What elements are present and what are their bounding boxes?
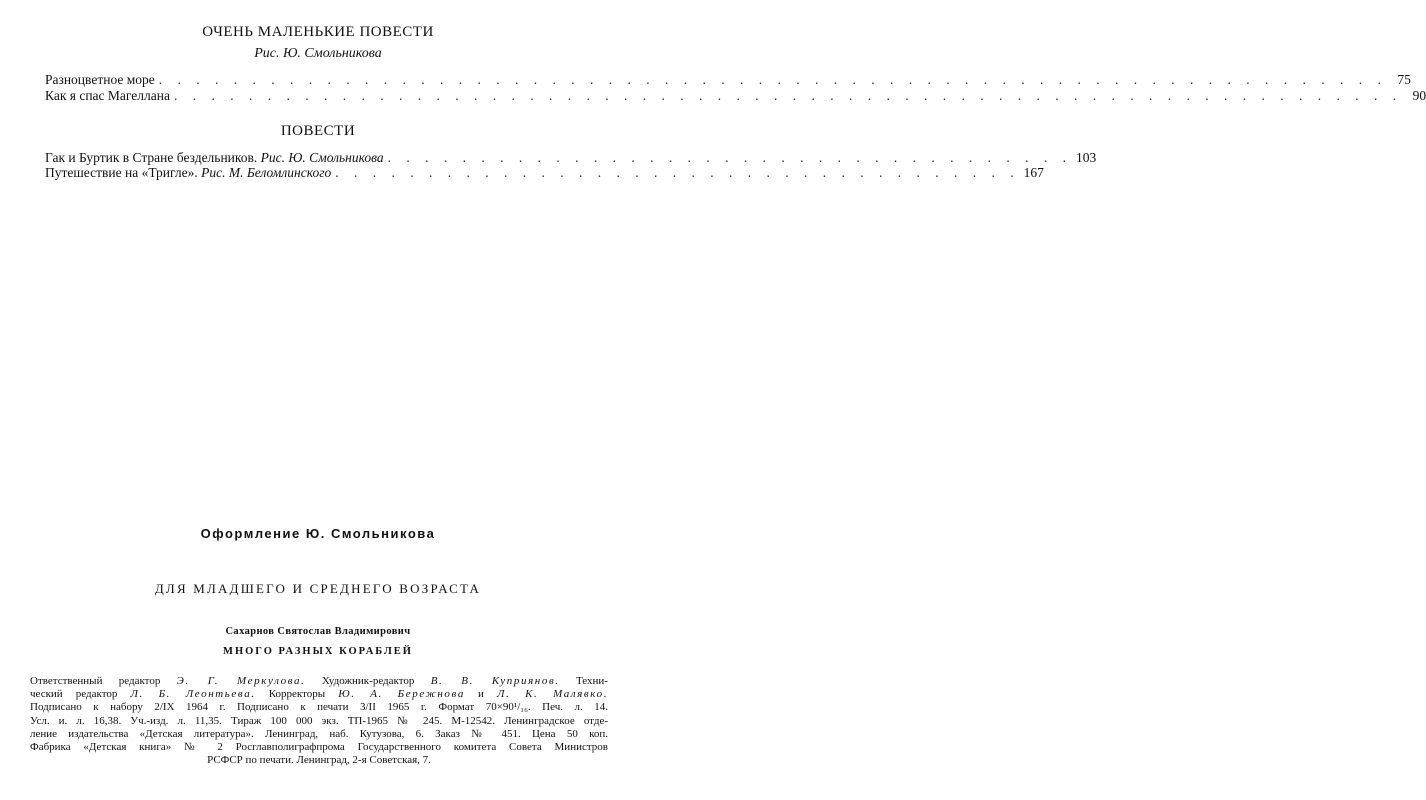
toc-entry[interactable] (45, 88, 1426, 104)
toc-dot-leader: . . . . . . . . . . . . . . . . . . . . . . . . . . . . . . . . . . . . . . . . . . . . . . . . . . . . . . . . . . . . . . . . . . (173, 88, 1403, 103)
section-illustrator: Рис. Ю. Смольникова (254, 46, 382, 61)
imprint-line: Фабрика «Детская книга» № 2 Росглавполиграфпрома Государственного комитета Совета Министров (30, 741, 608, 754)
toc-entry-illustrator: Рис. М. Беломлинского (201, 165, 332, 180)
toc-entry[interactable] (45, 150, 1097, 166)
toc-dot-leader: . . . . . . . . . . . . . . . . . . . . . . . . . . . . . . . . . . . . . (387, 150, 1073, 165)
design-credit: Оформление Ю. Смольникова (200, 526, 436, 541)
age-group-label: ДЛЯ МЛАДШЕГО И СРЕДНЕГО ВОЗРАСТА (154, 581, 482, 596)
imprint-line: ление издательства «Детская литература». Ленинград, наб. Кутузова, 6. Заказ № 451. Цена 50 коп. (30, 727, 608, 740)
toc-entry-title: Разноцветное море (45, 72, 155, 87)
toc-entry-title: Как я спас Магеллана (45, 88, 170, 103)
imprint-line: Подписано к набору 2/IX 1964 г. Подписано к печати 3/II 1965 г. Формат 70×90¹/₁₆. Печ. л. 14. (30, 701, 608, 714)
toc-entry-page: 90 (1412, 88, 1426, 103)
section-title-stories: ПОВЕСТИ (280, 123, 356, 139)
imprint-line: Ответственный редактор Э. Г. Меркулова. Художник-редактор В. В. Куприянов. Техни- (30, 675, 608, 687)
imprint-line: Усл. и. л. 16,38. Уч.-изд. л. 11,35. Тираж 100 000 экз. ТП-1965 № 245. М-12542. Ленинградское отде- (30, 714, 608, 727)
toc-entry[interactable] (45, 72, 1411, 88)
toc-entry-title: Путешествие на «Тригле». Рис. М. Беломлинского (45, 165, 332, 180)
toc-entry-page: 75 (1397, 72, 1411, 87)
author-full-name: Сахарнов Святослав Владимирович (225, 626, 411, 637)
toc-entry[interactable] (45, 165, 1044, 181)
imprint-line: ческий редактор Л. Б. Леонтьева. Корректоры Ю. А. Бережнова и Л. К. Малявко. (30, 688, 609, 701)
toc-entry-page: 167 (1023, 165, 1044, 180)
toc-entry-illustrator: Рис. Ю. Смольникова (260, 150, 384, 165)
toc-entry-page: 103 (1076, 150, 1097, 165)
toc-dot-leader: . . . . . . . . . . . . . . . . . . . . . . . . . . . . . . . . . . . . . (335, 165, 1020, 180)
book-title: МНОГО РАЗНЫХ КОРАБЛЕЙ (223, 646, 413, 657)
toc-dot-leader: . . . . . . . . . . . . . . . . . . . . . . . . . . . . . . . . . . . . . . . . . . . . . . . . . . . . . . . . . . . . . . . . . . (158, 72, 1387, 87)
imprint-line: РСФСР по печати. Ленинград, 2-я Советская, 7. (207, 754, 431, 767)
imprint-block (30, 675, 608, 767)
section-title-very-short-stories: ОЧЕНЬ МАЛЕНЬКИЕ ПОВЕСТИ (202, 24, 434, 40)
toc-entry-title: Гак и Буртик в Стране бездельников. Рис. Ю. Смольникова (45, 150, 384, 165)
